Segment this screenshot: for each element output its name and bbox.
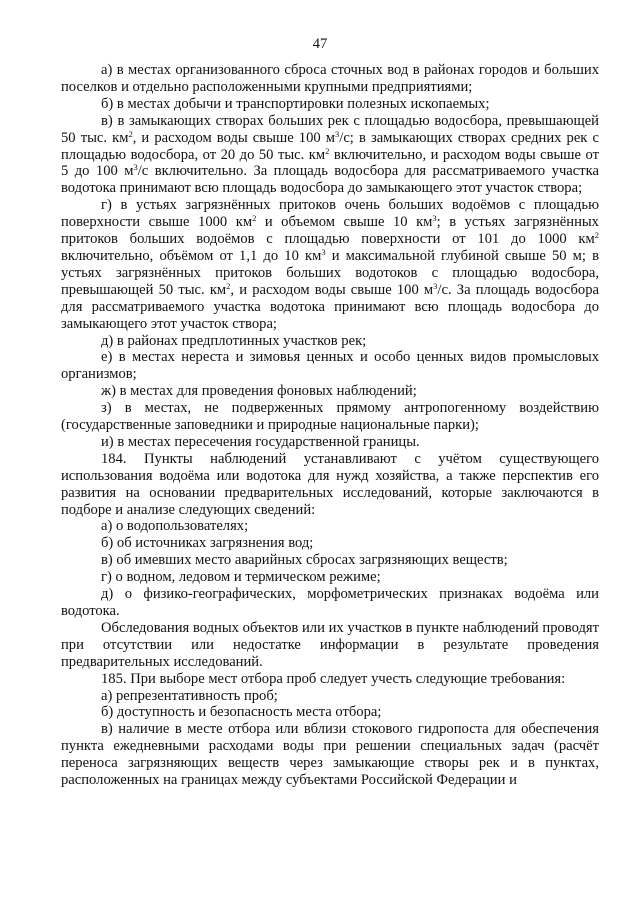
superscript: 2 bbox=[128, 128, 133, 139]
text-run: включительно, и расходом воды свыше от 5 до 100 м bbox=[61, 146, 599, 180]
text-run: д) о физико-географических, морфометрических признаках водоёма или водотока. bbox=[61, 586, 599, 619]
superscript: 3 bbox=[433, 280, 438, 291]
paragraph bbox=[61, 400, 599, 434]
text-run: а) репрезентативность проб; bbox=[101, 687, 278, 704]
page-number: 47 bbox=[312, 36, 328, 52]
paragraph bbox=[61, 518, 599, 535]
paragraph bbox=[61, 383, 599, 400]
paragraph bbox=[61, 620, 599, 671]
paragraph bbox=[61, 535, 599, 552]
text-run: г) в устьях загрязнённых притоков очень больших водоёмов с площадью поверхности свыше 1000 км bbox=[61, 197, 599, 231]
paragraph bbox=[61, 349, 599, 383]
paragraph bbox=[61, 62, 599, 96]
text-run: и) в местах пересечения государственной границы. bbox=[101, 433, 420, 450]
text-run: ж) в местах для проведения фоновых наблюдений; bbox=[101, 383, 417, 400]
paragraph bbox=[61, 704, 599, 721]
paragraph bbox=[61, 434, 599, 451]
paragraph bbox=[61, 586, 599, 620]
superscript: 2 bbox=[252, 213, 257, 224]
superscript: 3 bbox=[133, 162, 138, 173]
paragraph bbox=[61, 451, 599, 519]
text-run: в) об имевших место аварийных сбросах загрязняющих веществ; bbox=[101, 552, 508, 569]
paragraph bbox=[61, 671, 599, 688]
text-run: 185. При выборе мест отбора проб следует учесть следующие требования: bbox=[101, 670, 566, 687]
text-run: а) о водопользователях; bbox=[101, 518, 249, 535]
paragraph bbox=[61, 688, 599, 705]
superscript: 2 bbox=[226, 280, 231, 291]
paragraph bbox=[61, 569, 599, 586]
paragraph bbox=[61, 333, 599, 350]
text-run: е) в местах нереста и зимовья ценных и особо ценных видов промысловых организмов; bbox=[61, 349, 599, 383]
paragraph bbox=[61, 113, 599, 198]
superscript: 3 bbox=[335, 128, 340, 139]
text-run: д) в районах предплотинных участков рек; bbox=[101, 332, 367, 349]
text-run: в) наличие в месте отбора или вблизи стокового гидропоста для обеспечения пункта ежедневными расходами воды при решении специальных задач (расчёт переноса загрязняющих веществ через замыкающие створы рек и в пунктах, расположенных на границах между субъектами Российской Федерации и bbox=[61, 721, 599, 789]
text-run: б) об источниках загрязнения вод; bbox=[101, 535, 314, 552]
document-body bbox=[61, 62, 599, 789]
superscript: 2 bbox=[325, 145, 330, 156]
superscript: 3 bbox=[321, 246, 326, 257]
text-run: /с включительно. За площадь водосбора для рассматриваемого участка водотока принимают всю площадь водосбора до замыкающего этот участок створа; bbox=[61, 163, 599, 197]
text-run: а) в местах организованного сброса сточных вод в районах городов и больших поселков и отдельно расположенными крупными предприятиями; bbox=[61, 62, 599, 95]
paragraph bbox=[61, 197, 599, 332]
text-run: в) в замыкающих створах больших рек с площадью водосбора, превышающей 50 тыс. км bbox=[61, 112, 599, 146]
text-run: ; в устьях загрязнённых притоков больших водоёмов с площадью поверхности от 101 до 1000 км bbox=[61, 214, 599, 248]
text-run: /с. За площадь водосбора для рассматриваемого участка водотока принимают всю площадь водосбора до замыкающего этот участок створа; bbox=[61, 281, 599, 332]
text-run: 184. Пункты наблюдений устанавливают с учётом существующего использования водоёма или водотока для нужд хозяйства, а также перспектив его развития на основании предварительных исследований, которые заключаются в подборе и анализе следующих сведений: bbox=[61, 450, 599, 518]
text-run: включительно, объёмом от 1,1 до 10 км bbox=[61, 247, 322, 264]
text-run: б) доступность и безопасность места отбора; bbox=[101, 704, 382, 721]
paragraph bbox=[61, 721, 599, 789]
text-run: /с; в замыкающих створах средних рек с площадью водосбора, от 20 до 50 тыс. км bbox=[61, 129, 599, 163]
text-run: , и расходом воды свыше 100 м bbox=[230, 281, 434, 298]
superscript: 2 bbox=[594, 230, 599, 241]
paragraph bbox=[61, 96, 599, 113]
text-run: б) в местах добычи и транспортировки полезных ископаемых; bbox=[101, 95, 490, 112]
superscript: 3 bbox=[432, 213, 437, 224]
text-run: , и расходом воды свыше 100 м bbox=[132, 129, 336, 146]
text-run: г) о водном, ледовом и термическом режиме; bbox=[101, 569, 381, 586]
text-run: Обследования водных объектов или их участков в пункте наблюдений проводят при отсутствии или недостатке информации в результате проведения предварительных исследований. bbox=[61, 619, 599, 670]
text-run: и максимальной глубиной свыше 50 м; в устьях загрязнённых притоков больших водотоков с площадью водосбора, превышающей 50 тыс. км bbox=[61, 247, 599, 298]
paragraph bbox=[61, 552, 599, 569]
text-run: з) в местах, не подверженных прямому антропогенному воздействию (государственные заповедники и природные национальные парки); bbox=[61, 400, 599, 434]
text-run: и объемом свыше 10 км bbox=[256, 214, 433, 231]
